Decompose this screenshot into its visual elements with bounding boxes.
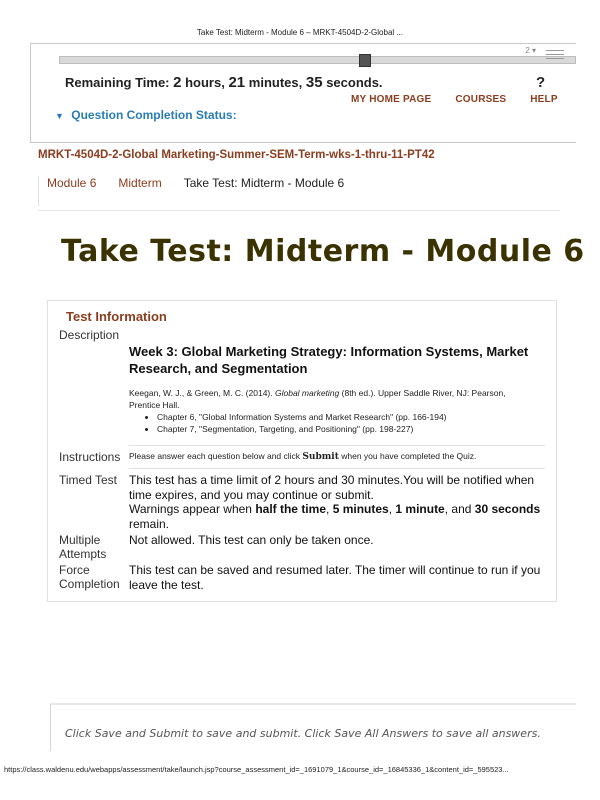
description-label: Description — [59, 328, 120, 342]
save-instructions-text: Click Save and Submit to save and submit. Click Save All Answers to save all answers. — [65, 727, 541, 740]
chapter-item: • Chapter 6, "Global Information Systems and Market Research" (pp. 166-194) — [157, 411, 567, 423]
timer-progress-handle[interactable] — [359, 54, 371, 67]
test-information-title: Test Information — [66, 309, 167, 324]
nav-help[interactable]: HELP — [530, 94, 558, 105]
chapter-item: • Chapter 7, "Segmentation, Targeting, and Positioning" (pp. 198-227) — [157, 423, 567, 435]
instructions-pre: Please answer each question below and click — [129, 451, 301, 461]
force-completion-label-2: Completion — [59, 577, 120, 591]
instructions-text — [129, 451, 549, 462]
timer-progress-track — [59, 56, 576, 64]
warn-30-seconds: 30 seconds — [474, 502, 541, 516]
force-completion-label-1: Force — [59, 563, 90, 577]
nav-courses[interactable]: COURSES — [455, 94, 507, 105]
multiple-attempts-label-1: Multiple — [59, 533, 101, 547]
remaining-hours-word: hours, — [185, 75, 225, 90]
chapter-list — [143, 411, 567, 435]
test-information-panel — [47, 300, 557, 602]
warn-5-minutes: 5 minutes — [332, 502, 389, 516]
timed-test-limit: This test has a time limit of 2 hours and 30 minutes.You will be notified when time expires, and you may continue or submit. — [129, 473, 535, 502]
citation-publisher: (8th ed.). Upper Saddle River, NJ: Pearson, Prentice Hall. — [129, 388, 506, 410]
help-icon[interactable]: ? — [536, 74, 546, 91]
save-instructions-bar — [50, 703, 576, 751]
print-footer-url: https://class.waldenu.edu/webapps/assessment/take/launch.jsp?course_assessment_id=_1691079_1&course_id=_16845336_1&content_id=_595523... — [4, 765, 509, 774]
instructions-label: Instructions — [59, 450, 121, 464]
instructions-submit: Submit — [302, 452, 339, 462]
divider — [129, 468, 545, 469]
timed-test-warnings — [129, 502, 549, 531]
citation-authors: Keegan, W. J., & Green, M. C. (2014). — [129, 388, 273, 398]
timed-test-text — [129, 473, 549, 531]
divider — [129, 445, 545, 446]
force-completion-label — [59, 563, 120, 591]
course-title[interactable]: MRKT-4504D-2-Global Marketing-Summer-SEM-Term-wks-1-thru-11-PT42 — [38, 149, 435, 161]
remaining-time — [65, 74, 383, 91]
top-navigation — [351, 94, 558, 105]
timer-collapse-control[interactable] — [525, 46, 536, 55]
question-completion-status-label: Question Completion Status: — [71, 108, 237, 122]
warn-1-minute: 1 minute — [395, 502, 445, 516]
instructions-post: when you have completed the Quiz. — [341, 451, 477, 461]
multiple-attempts-label-2: Attempts — [59, 547, 107, 561]
remaining-hours: 2 — [173, 74, 182, 91]
remaining-time-label: Remaining Time: — [65, 75, 170, 90]
citation-book-title: Global marketing — [275, 388, 340, 398]
remaining-minutes-word: minutes, — [248, 75, 303, 90]
force-completion-text: This test can be saved and resumed later. The timer will continue to run if you leave the test. — [129, 563, 541, 592]
nav-my-home-page[interactable]: MY HOME PAGE — [351, 94, 432, 105]
remaining-seconds-word: seconds. — [326, 75, 383, 90]
print-header: Take Test: Midterm - Module 6 – MRKT-4504D-2-Global ... — [196, 28, 404, 37]
triangle-down-icon: ▼ — [55, 111, 64, 121]
remaining-seconds: 35 — [305, 74, 323, 91]
remaining-minutes: 21 — [228, 74, 246, 91]
breadcrumb-module[interactable]: Module 6 — [47, 176, 97, 190]
question-completion-status-toggle[interactable] — [55, 108, 237, 122]
breadcrumb-current: Take Test: Midterm - Module 6 — [183, 176, 345, 190]
chevron-down-icon: ▾ — [531, 46, 536, 55]
warn-half-time: half the time — [255, 502, 326, 516]
warn-and: , and — [444, 502, 472, 516]
timer-panel — [30, 43, 576, 143]
breadcrumb — [38, 176, 344, 206]
timed-test-label: Timed Test — [59, 473, 118, 487]
warn-comma: , — [388, 502, 393, 516]
multiple-attempts-text: Not allowed. This test can only be taken once. — [129, 533, 374, 547]
menu-icon[interactable] — [546, 47, 564, 62]
warn-pre: Warnings appear when — [129, 502, 252, 516]
multiple-attempts-label — [59, 533, 106, 561]
breadcrumb-midterm[interactable]: Midterm — [118, 176, 162, 190]
warn-comma: , — [326, 502, 330, 516]
warn-post: remain. — [129, 516, 170, 531]
week-heading: Week 3: Global Marketing Strategy: Information Systems, Market Research, and Segmentation — [129, 344, 529, 376]
breadcrumb-divider — [38, 210, 560, 211]
timer-count: 2 — [525, 46, 530, 55]
page-title: Take Test: Midterm - Module 6 — [61, 234, 585, 269]
citation — [129, 387, 539, 411]
